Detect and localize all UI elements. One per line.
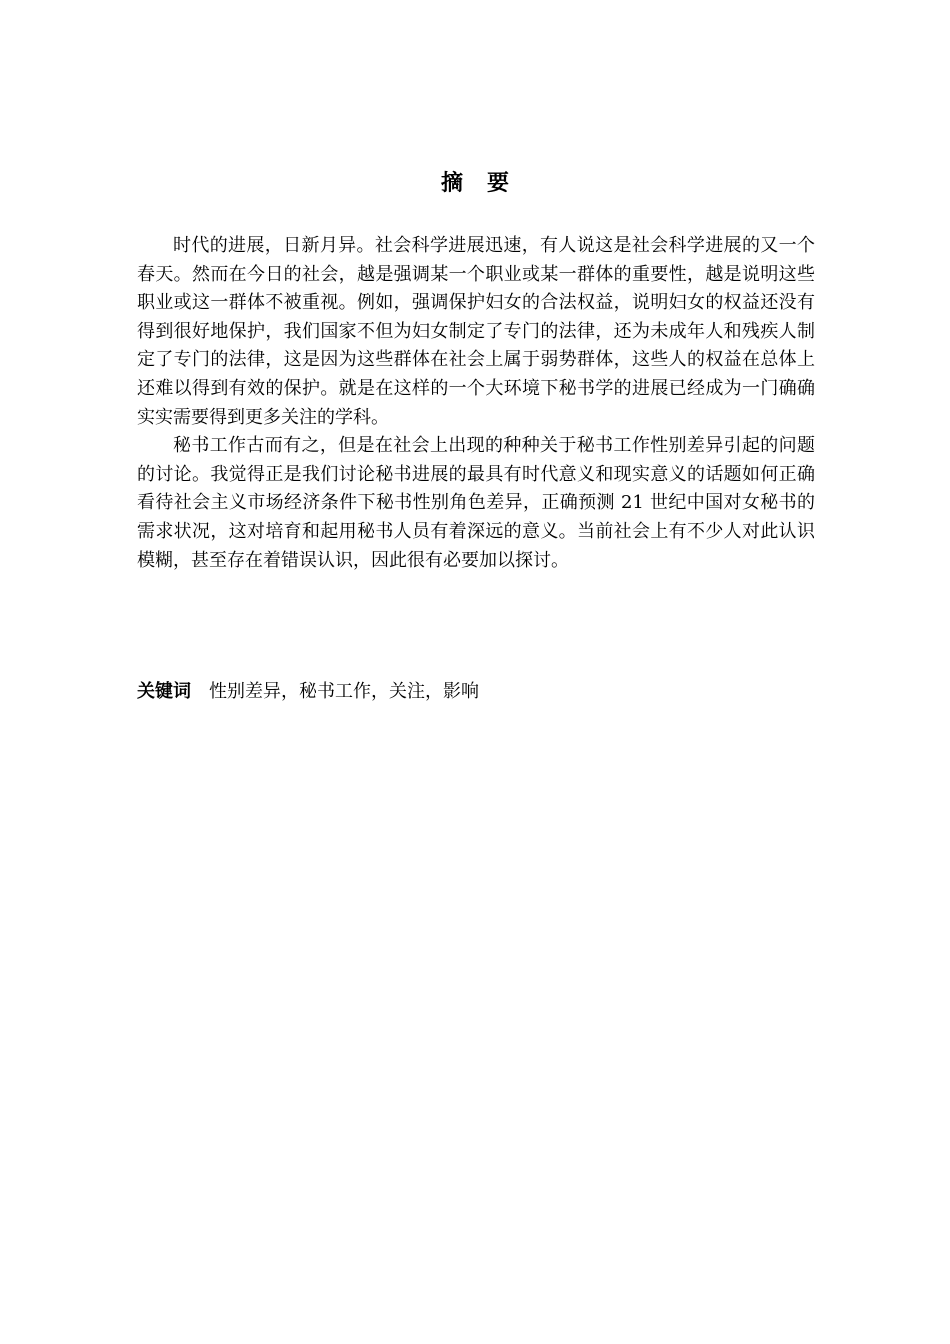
abstract-paragraph-2: 秘书工作古而有之，但是在社会上出现的种种关于秘书工作性别差异引起的问题的讨论。我觉得正是我们讨论秘书进展的最具有时代意义和现实意义的话题如何正确看待社会主义市场经济条件下秘书性别角色差异，正确预测 21 世纪中国对女秘书的需求状况，这对培育和起用秘书人员有着深远的意义。当前社会上有不少人对此认识模糊，甚至存在着错误认识，因此很有必要加以探讨。 bbox=[137, 435, 815, 571]
keywords-value: 性别差异，秘书工作，关注，影响 bbox=[209, 681, 479, 702]
abstract-title: 摘要 bbox=[440, 171, 533, 196]
keywords-line bbox=[137, 678, 815, 706]
abstract-body bbox=[137, 232, 815, 575]
keywords-label: 关键词 bbox=[137, 681, 191, 702]
abstract-paragraph-1: 时代的进展，日新月异。社会科学进展迅速，有人说这是社会科学进展的又一个春天。然而在今日的社会，越是强调某一个职业或某一群体的重要性，越是说明这些职业或这一群体不被重视。例如，强调保护妇女的合法权益，说明妇女的权益还没有得到很好地保护，我们国家不但为妇女制定了专门的法律，还为未成年人和残疾人制定了专门的法律，这是因为这些群体在社会上属于弱势群体，这些人的权益在总体上还难以得到有效的保护。就是在这样的一个大环境下秘书学的进展已经成为一门确确实实需要得到更多关注的学科。 bbox=[137, 235, 815, 428]
